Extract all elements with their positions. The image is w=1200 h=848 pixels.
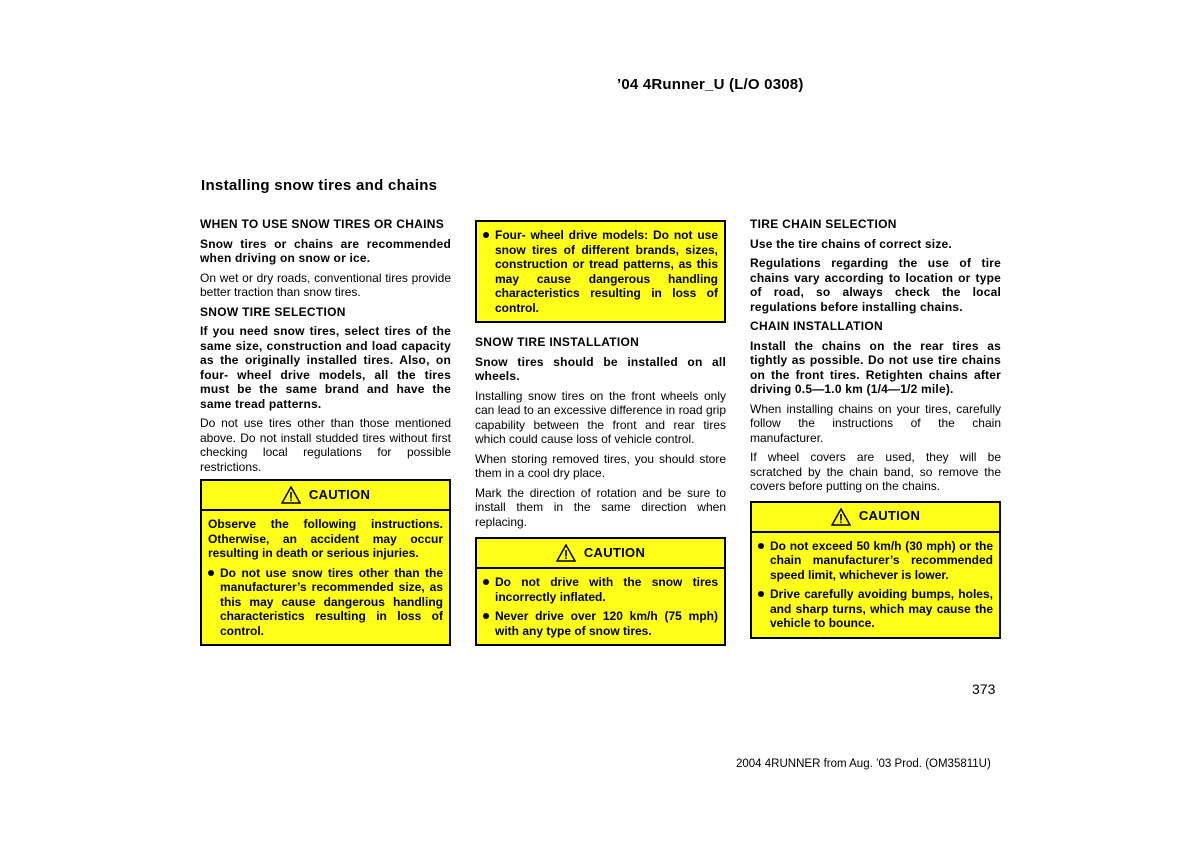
caution-header — [477, 539, 724, 569]
chain-installation-bold-text: Install the chains on the rear tires as tightly as possible. Do not use tire chains on the front tires. Retighten chains after driving 0.5—1.0 km (1/4—1/2 mile). — [750, 338, 1001, 396]
footer-text: 2004 4RUNNER from Aug. ’03 Prod. (OM35811U) — [736, 758, 991, 770]
snow-tire-selection-text: Do not use tires other than those mentioned above. Do not install studded tires without first checking local regulations for possible restrictions. — [200, 416, 451, 474]
caution-intro: Observe the following instructions. Otherwise, an accident may occur resulting in death or serious injuries. — [208, 517, 443, 560]
bullet-icon — [758, 543, 764, 549]
caution-item — [758, 539, 993, 583]
caution-label: CAUTION — [583, 544, 646, 560]
bullet-icon — [208, 570, 214, 576]
column-2 — [475, 217, 726, 656]
caution-item — [483, 575, 718, 604]
column-1 — [200, 217, 451, 656]
caution-body — [752, 533, 999, 637]
caution-label: CAUTION — [858, 508, 921, 524]
tire-chain-selection-bold-2: Regulations regarding the use of tire chains vary according to location or type of road, so always check the local regulations before installing chains. — [750, 256, 1001, 314]
document-code-header: ’04 4Runner_U (L/O 0308) — [617, 76, 804, 93]
snow-tire-installation-bold-text: Snow tires should be installed on all wheels. — [475, 354, 726, 383]
caution-label: CAUTION — [308, 486, 371, 502]
caution-item-text: Never drive over 120 km/h (75 mph) with any type of snow tires. — [495, 609, 718, 638]
caution-item — [483, 609, 718, 638]
bullet-icon — [483, 613, 489, 619]
chain-installation-text-2: If wheel covers are used, they will be scratched by the chain band, so remove the covers before putting on the chains. — [750, 450, 1001, 493]
when-to-use-text: On wet or dry roads, conventional tires provide better traction than snow tires. — [200, 270, 451, 299]
snow-tire-installation-text-1: Installing snow tires on the front wheels only can lead to an excessive difference in road grip capability between the front and rear tires which could cause loss of vehicle control. — [475, 388, 726, 446]
bullet-icon — [483, 579, 489, 585]
caution-item — [758, 587, 993, 631]
warning-box — [475, 220, 726, 323]
snow-tire-selection-heading: SNOW TIRE SELECTION — [200, 304, 346, 319]
snow-tire-installation-text-3: Mark the direction of rotation and be sure to install them in the same direction when replacing. — [475, 485, 726, 529]
page-number: 373 — [972, 681, 996, 697]
warning-triangle-icon — [556, 544, 576, 562]
tire-chain-selection-bold-1: Use the tire chains of correct size. — [750, 236, 952, 251]
caution-item-text: Drive carefully avoiding bumps, holes, and sharp turns, which may cause the vehicle to bounce. — [770, 587, 993, 630]
caution-box — [475, 537, 726, 646]
caution-body — [477, 569, 724, 644]
snow-tire-installation-text-2: When storing removed tires, you should store them in a cool dry place. — [475, 451, 726, 480]
warning-body — [477, 222, 724, 321]
caution-header — [752, 503, 999, 533]
caution-box — [750, 501, 1001, 639]
tire-chain-selection-heading: TIRE CHAIN SELECTION — [750, 217, 897, 231]
caution-item-text: Do not drive with the snow tires incorrectly inflated. — [495, 575, 718, 604]
warning-triangle-icon — [831, 508, 851, 526]
caution-body — [202, 511, 449, 644]
caution-header — [202, 481, 449, 511]
chain-installation-heading: CHAIN INSTALLATION — [750, 319, 883, 333]
column-3 — [750, 217, 1001, 649]
chain-installation-text-1: When installing chains on your tires, carefully follow the instructions of the chain manufacturer. — [750, 401, 1001, 445]
snow-tire-selection-bold-text: If you need snow tires, select tires of the same size, construction and load capacity as the originally installed tires. Also, on four- wheel drive models, all the tires must be the same brand and have the same tread patterns. — [200, 324, 451, 411]
section-title: Installing snow tires and chains — [201, 177, 438, 194]
snow-tire-installation-heading: SNOW TIRE INSTALLATION — [475, 335, 640, 349]
caution-item-text: Do not exceed 50 km/h (30 mph) or the chain manufacturer’s recommended speed limit, whichever is lower. — [770, 538, 993, 582]
warning-item-text: Four- wheel drive models: Do not use snow tires of different brands, sizes, construction or tread patterns, as this may cause dangerous handling characteristics resulting in loss of control. — [495, 228, 718, 315]
warning-item — [483, 228, 718, 315]
bullet-icon — [483, 232, 489, 238]
when-to-use-heading: WHEN TO USE SNOW TIRES OR CHAINS — [200, 217, 445, 231]
when-to-use-bold-text: Snow tires or chains are recommended when driving on snow or ice. — [200, 236, 451, 265]
warning-triangle-icon — [281, 486, 301, 504]
caution-item — [208, 566, 443, 639]
caution-box — [200, 479, 451, 646]
caution-item-text: Do not use snow tires other than the manufacturer’s recommended size, as this may cause dangerous handling characteristics resulting in loss of control. — [220, 565, 443, 638]
bullet-icon — [758, 591, 764, 597]
